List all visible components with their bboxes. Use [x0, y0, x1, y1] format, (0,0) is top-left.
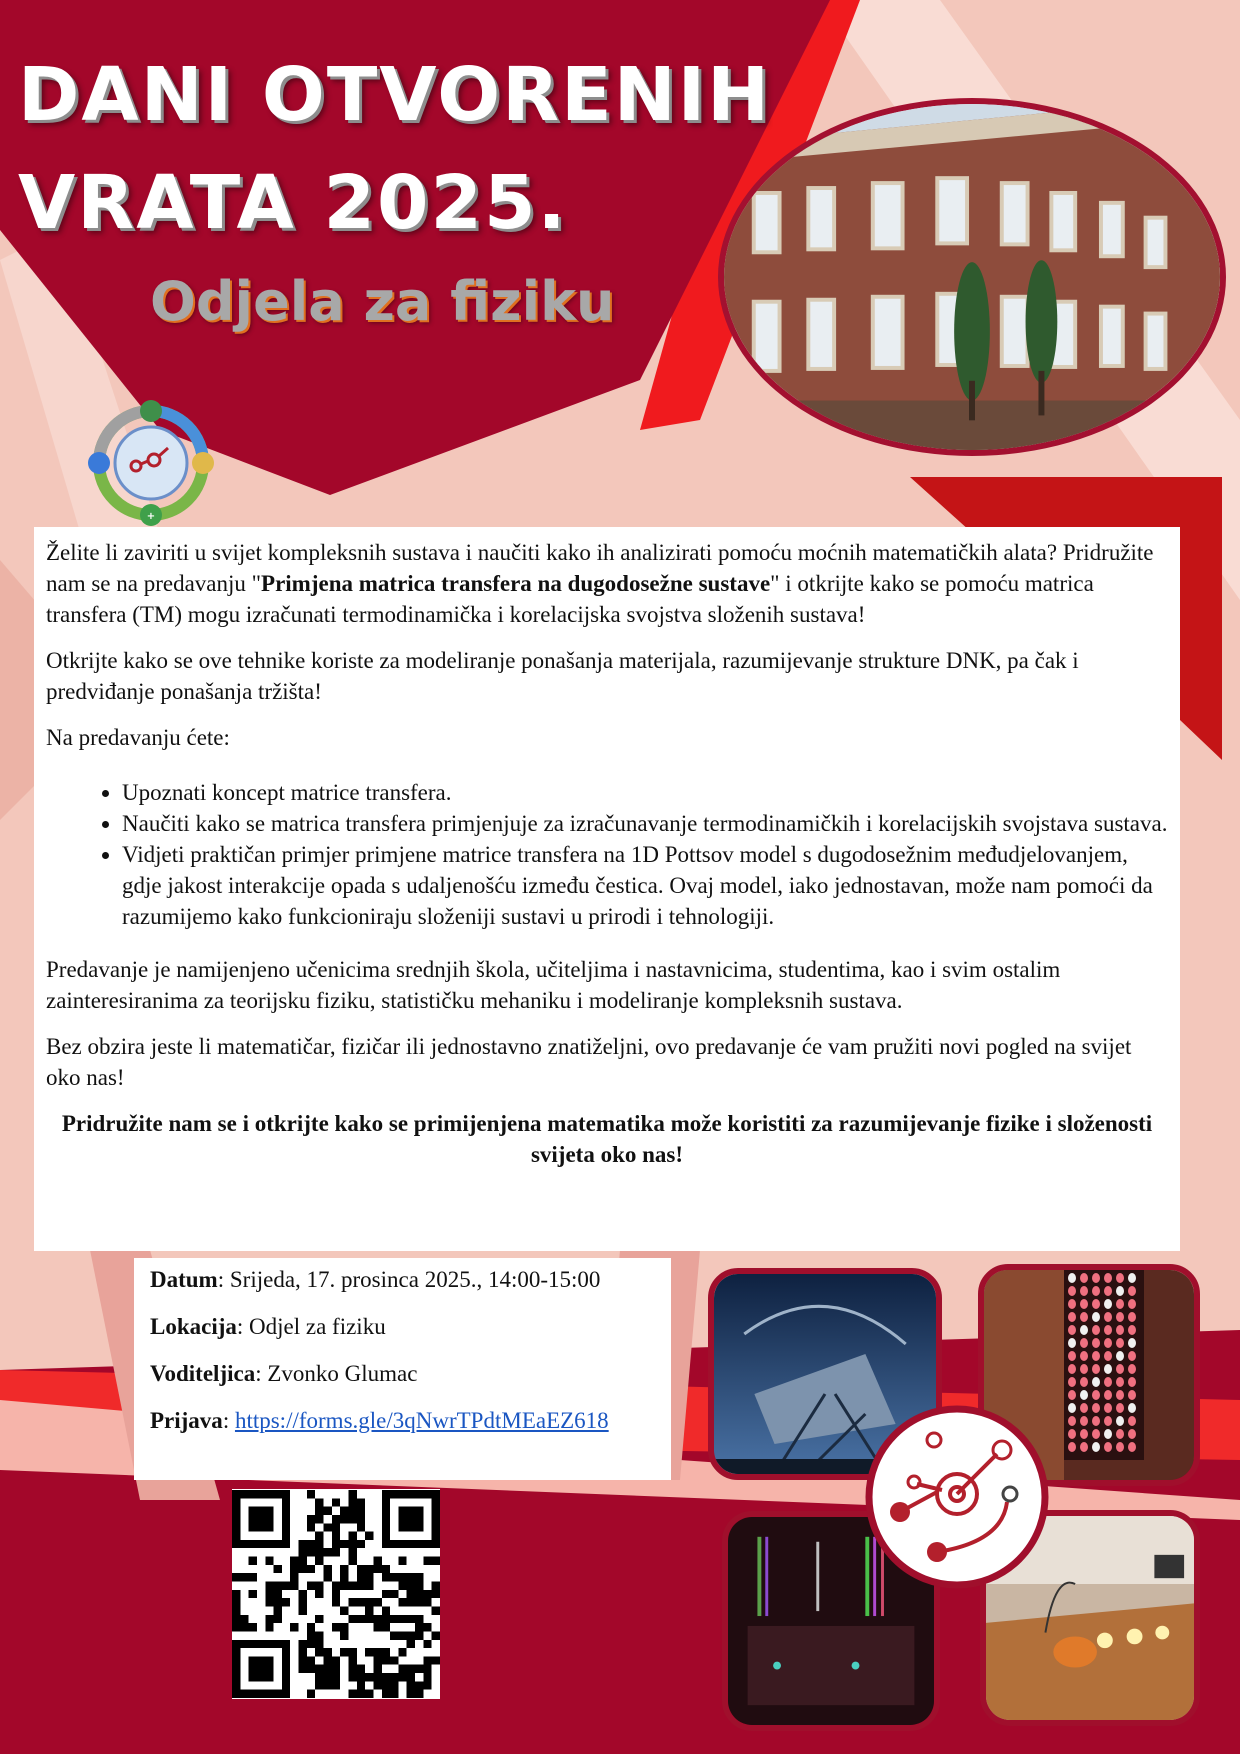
event-details [134, 1258, 671, 1480]
host-row [150, 1358, 655, 1389]
lecture-description [34, 527, 1180, 1251]
signup-link[interactable]: https://forms.gle/3qNwrTPdtMEaEZ618 [234, 1408, 609, 1433]
benefit-item: • Naučiti kako se matrica transfera primjenjuje za izračunavanje termodinamičkih i korelacijskih svojstava sustava. [122, 808, 1168, 839]
title-line-1: DANI OTVORENIH [18, 52, 772, 138]
lecture-title: Primjena matrica transfera na dugodosežne sustave [261, 571, 771, 596]
benefits-intro: Na predavanju ćete: [46, 725, 230, 750]
benefit-item: • Upoznati koncept matrice transfera. [122, 777, 1168, 808]
date-row [150, 1264, 655, 1295]
qr-code-icon[interactable] [232, 1489, 440, 1699]
location-value: : Odjel za fiziku [236, 1314, 386, 1339]
subtitle: Odjela za fiziku [150, 270, 615, 333]
location-row [150, 1311, 655, 1342]
signup-separator: : [222, 1408, 235, 1433]
date-label: Datum [150, 1267, 218, 1292]
signup-row [150, 1405, 655, 1436]
applications-paragraph: Otkrijte kako se ove tehnike koriste za modeliranje ponašanja materijala, razumijevanje strukture DNK, pa čak i predviđanje ponašanja tržišta! [46, 648, 1079, 704]
audience-paragraph: Predavanje je namijenjeno učenicima srednjih škola, učiteljima i nastavnicima, studentima, kao i svim ostalim zainteresiranima za teorijsku fiziku, statističku mehaniku i modeliranje kompleksnih sustava. [46, 957, 1061, 1013]
benefit-item: • Vidjeti praktičan primjer primjene matrice transfera na 1D Pottsov model s dugodosežnim međudjelovanjem, gdje jakost interakcije opada s udaljenošću između čestica. Ovaj model, iako jednostavan, može nam pomoći da razumijemo kako funkcioniraju složeniji sustavi u prirodi i tehnologiji. [122, 839, 1168, 932]
host-value: : Zvonko Glumac [255, 1361, 418, 1386]
svg-text:+: + [146, 511, 156, 522]
intro-text-end: " i otkrijte kako se pomoću matrica transfera (TM) mogu izračunati termodinamička i korelacijska svojstva složenih sustava! [46, 571, 1094, 627]
benefits-list [46, 777, 1168, 932]
curiosity-paragraph: Bez obzira jeste li matematičar, fizičar ili jednostavno znatiželjni, ovo predavanje će vam pružiti novi pogled na svijet oko nas! [46, 1034, 1132, 1090]
date-value: : Srijeda, 17. prosinca 2025., 14:00-15:00 [217, 1267, 601, 1292]
title-line-2: VRATA 2025. [18, 160, 568, 246]
intro-paragraph [46, 537, 1168, 630]
tempo-project-logo-icon [86, 398, 216, 528]
call-to-action: Pridružite nam se i otkrijte kako se primijenjena matematika može koristiti za razumijevanje fizike i složenosti svijeta oko nas! [61, 1111, 1153, 1167]
location-label: Lokacija [150, 1314, 237, 1339]
host-label: Voditeljica [150, 1361, 256, 1386]
signup-label: Prijava [150, 1408, 223, 1433]
intro-text-start: Želite li zaviriti u svijet kompleksnih sustava i naučiti kako ih analizirati pomoću moćnih matematičkih alata? Pridružite nam se na predavanju " [46, 540, 1154, 596]
building-photo [718, 98, 1226, 456]
physics-department-logo-icon [862, 1402, 1052, 1592]
